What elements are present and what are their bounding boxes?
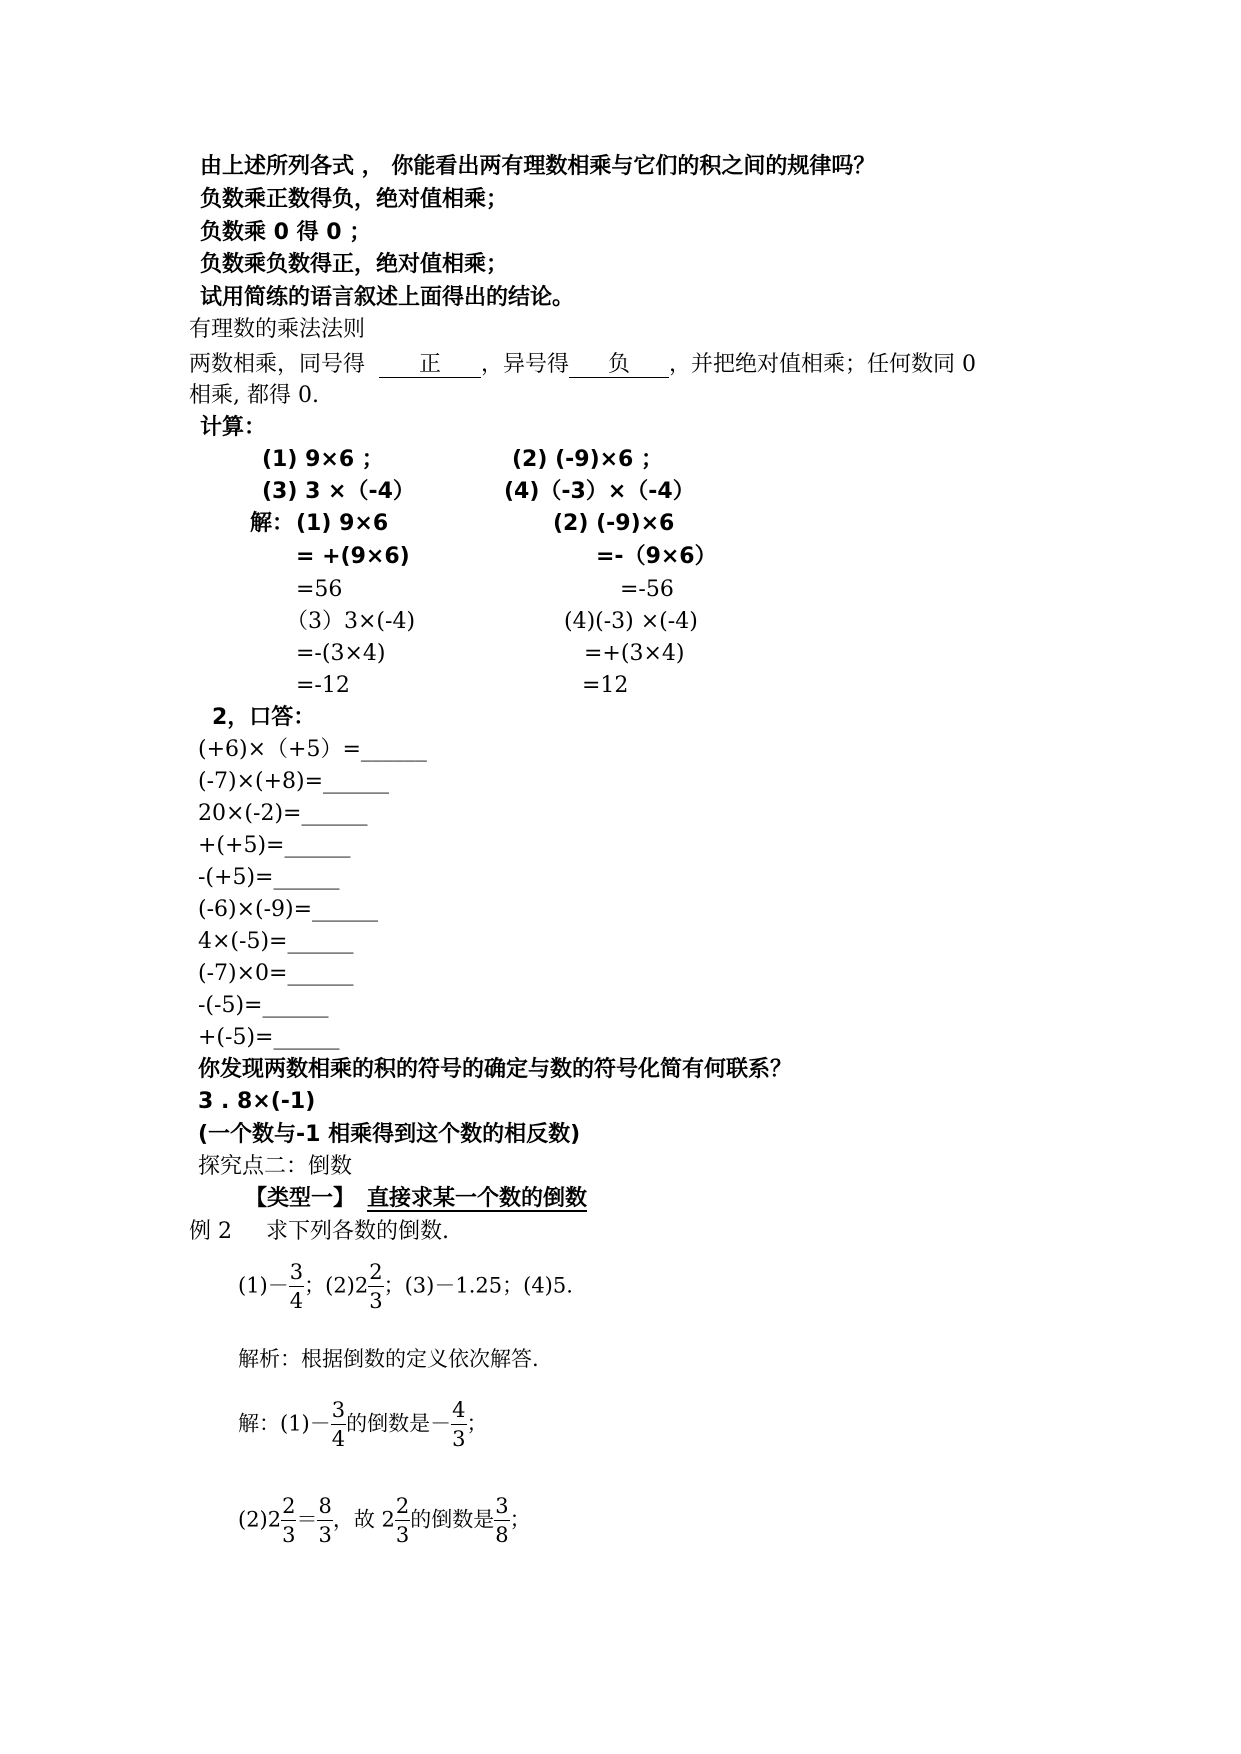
solution-4-line-1: (4)(-3) ×(-4)	[564, 609, 698, 634]
calc-heading: 计算：	[200, 415, 267, 440]
summary-prompt: 试用简练的语言叙述上面得出的结论。	[200, 285, 575, 310]
law-part1: 两数相乘，同号得	[189, 352, 366, 377]
type-title: 直接求某一个数的倒数	[367, 1186, 588, 1211]
separator: ；	[383, 1273, 405, 1298]
solution-2-line-1: (2) (-9)×6	[553, 511, 675, 536]
solution-3-line-1: （3）3×(-4)	[286, 609, 416, 634]
law-title: 有理数的乘法法则	[189, 317, 366, 342]
solution-3-line-2: =-(3×4)	[296, 641, 386, 666]
fraction-numerator: 2	[281, 1496, 296, 1521]
problem-2-label: (2)2	[325, 1273, 369, 1298]
intro-question: 由上述所列各式 ， 你能看出两有理数相乘与它们的积之间的规律吗？	[200, 154, 876, 179]
example-problems	[238, 1262, 573, 1312]
fraction-denominator: 4	[331, 1427, 346, 1451]
fraction-denominator: 3	[282, 1523, 296, 1547]
reciprocal-solution-2-label: (2)2	[238, 1507, 282, 1532]
calc-question-2: (2) (-9)×6 ；	[512, 447, 664, 472]
law-part3: ，并把绝对值相乘；任何数同 0	[669, 352, 977, 377]
solution-4-line-2: =+(3×4)	[584, 641, 685, 666]
oral-item: -(-5)=______	[198, 993, 329, 1018]
law-blank-same-sign: 正	[379, 352, 481, 378]
law-part2: ，异号得	[481, 352, 570, 377]
fraction-denominator: 3	[395, 1523, 410, 1547]
law-line2: 相乘, 都得 0.	[189, 383, 319, 408]
example-text: 求下列各数的倒数.	[266, 1219, 449, 1244]
calc-question-1: (1) 9×6 ；	[262, 447, 384, 472]
solution-2-line-3: =-56	[620, 577, 674, 602]
fraction-numerator: 4	[451, 1400, 466, 1425]
solution-3-line-3: =-12	[296, 673, 350, 698]
fraction-numerator: 2	[395, 1496, 410, 1521]
solution-label: 解：	[250, 511, 295, 536]
reciprocal-text: ，故 2	[332, 1507, 395, 1532]
fraction-numerator: 8	[317, 1496, 332, 1521]
problem-2-denominator: 3	[369, 1289, 383, 1313]
analysis-line: 解析：根据倒数的定义依次解答.	[238, 1347, 539, 1371]
calc-question-4: (4)（-3）×（-4）	[504, 479, 695, 504]
question-3-line-2: (一个数与-1 相乘得到这个数的相反数)	[198, 1122, 581, 1147]
law-blank-different-sign: 负	[569, 352, 669, 378]
problem-4: (4)5.	[523, 1273, 573, 1298]
oral-item: -(+5)=______	[198, 865, 340, 890]
example-label: 例 2	[189, 1219, 232, 1244]
fraction-numerator: 3	[331, 1400, 346, 1425]
solution-reciprocal-2	[238, 1496, 531, 1546]
rule-negative-times-negative: 负数乘负数得正，绝对值相乘；	[200, 252, 509, 277]
oral-item: +(+5)=______	[198, 833, 351, 858]
reciprocal-text: 的倒数是	[410, 1507, 495, 1532]
question-3-line-1: 3 . 8×(-1)	[198, 1089, 316, 1114]
solution-reciprocal-1	[238, 1400, 488, 1450]
oral-item: 20×(-2)=______	[198, 801, 368, 826]
separator: ；	[466, 1411, 488, 1436]
oral-item: (-7)×(+8)=______	[198, 769, 390, 794]
type-bracket: 【类型一】	[245, 1186, 356, 1211]
law-statement	[189, 352, 976, 378]
solution-1-line-1: (1) 9×6	[296, 511, 389, 536]
fraction-denominator: 3	[452, 1427, 466, 1451]
solution-2-line-2: =-（9×6）	[596, 544, 717, 569]
oral-item: (-7)×0=______	[198, 961, 354, 986]
oral-item: +(-5)=______	[198, 1025, 340, 1050]
example-line	[189, 1221, 449, 1243]
oral-heading: 2，口答：	[212, 705, 316, 730]
solution-1-line-3: =56	[296, 577, 343, 602]
fraction-denominator: 3	[318, 1523, 332, 1547]
type-heading	[245, 1188, 587, 1210]
problem-1-label: (1)－	[238, 1273, 289, 1298]
rule-negative-times-zero: 负数乘 0 得 0 ；	[200, 220, 372, 245]
explore-title: 探究点二：倒数	[198, 1154, 353, 1179]
oral-item: (-6)×(-9)=______	[198, 897, 379, 922]
reciprocal-text: 的倒数是－	[346, 1411, 452, 1436]
solution-4-line-3: =12	[582, 673, 629, 698]
problem-1-denominator: 4	[289, 1289, 304, 1313]
fraction-numerator: 3	[494, 1496, 509, 1521]
problem-3: (3)－1.25；	[404, 1273, 524, 1298]
rule-negative-times-positive: 负数乘正数得负，绝对值相乘；	[200, 187, 509, 212]
problem-2-numerator: 2	[368, 1262, 383, 1287]
reciprocal-solution-label: 解：(1)－	[238, 1411, 331, 1436]
fraction-denominator: 8	[495, 1523, 509, 1547]
oral-question: 你发现两数相乘的积的符号的确定与数的符号化简有何联系？	[198, 1057, 793, 1082]
solution-1-line-2: = +(9×6)	[296, 544, 410, 569]
oral-item: (+6)×（+5）=______	[198, 737, 427, 762]
problem-1-numerator: 3	[289, 1262, 304, 1287]
oral-item: 4×(-5)=______	[198, 929, 354, 954]
calc-question-3: (3) 3 ×（-4）	[262, 479, 415, 504]
equals-sign: ＝	[296, 1507, 318, 1532]
separator: ；	[304, 1273, 326, 1298]
separator: ；	[509, 1507, 531, 1532]
